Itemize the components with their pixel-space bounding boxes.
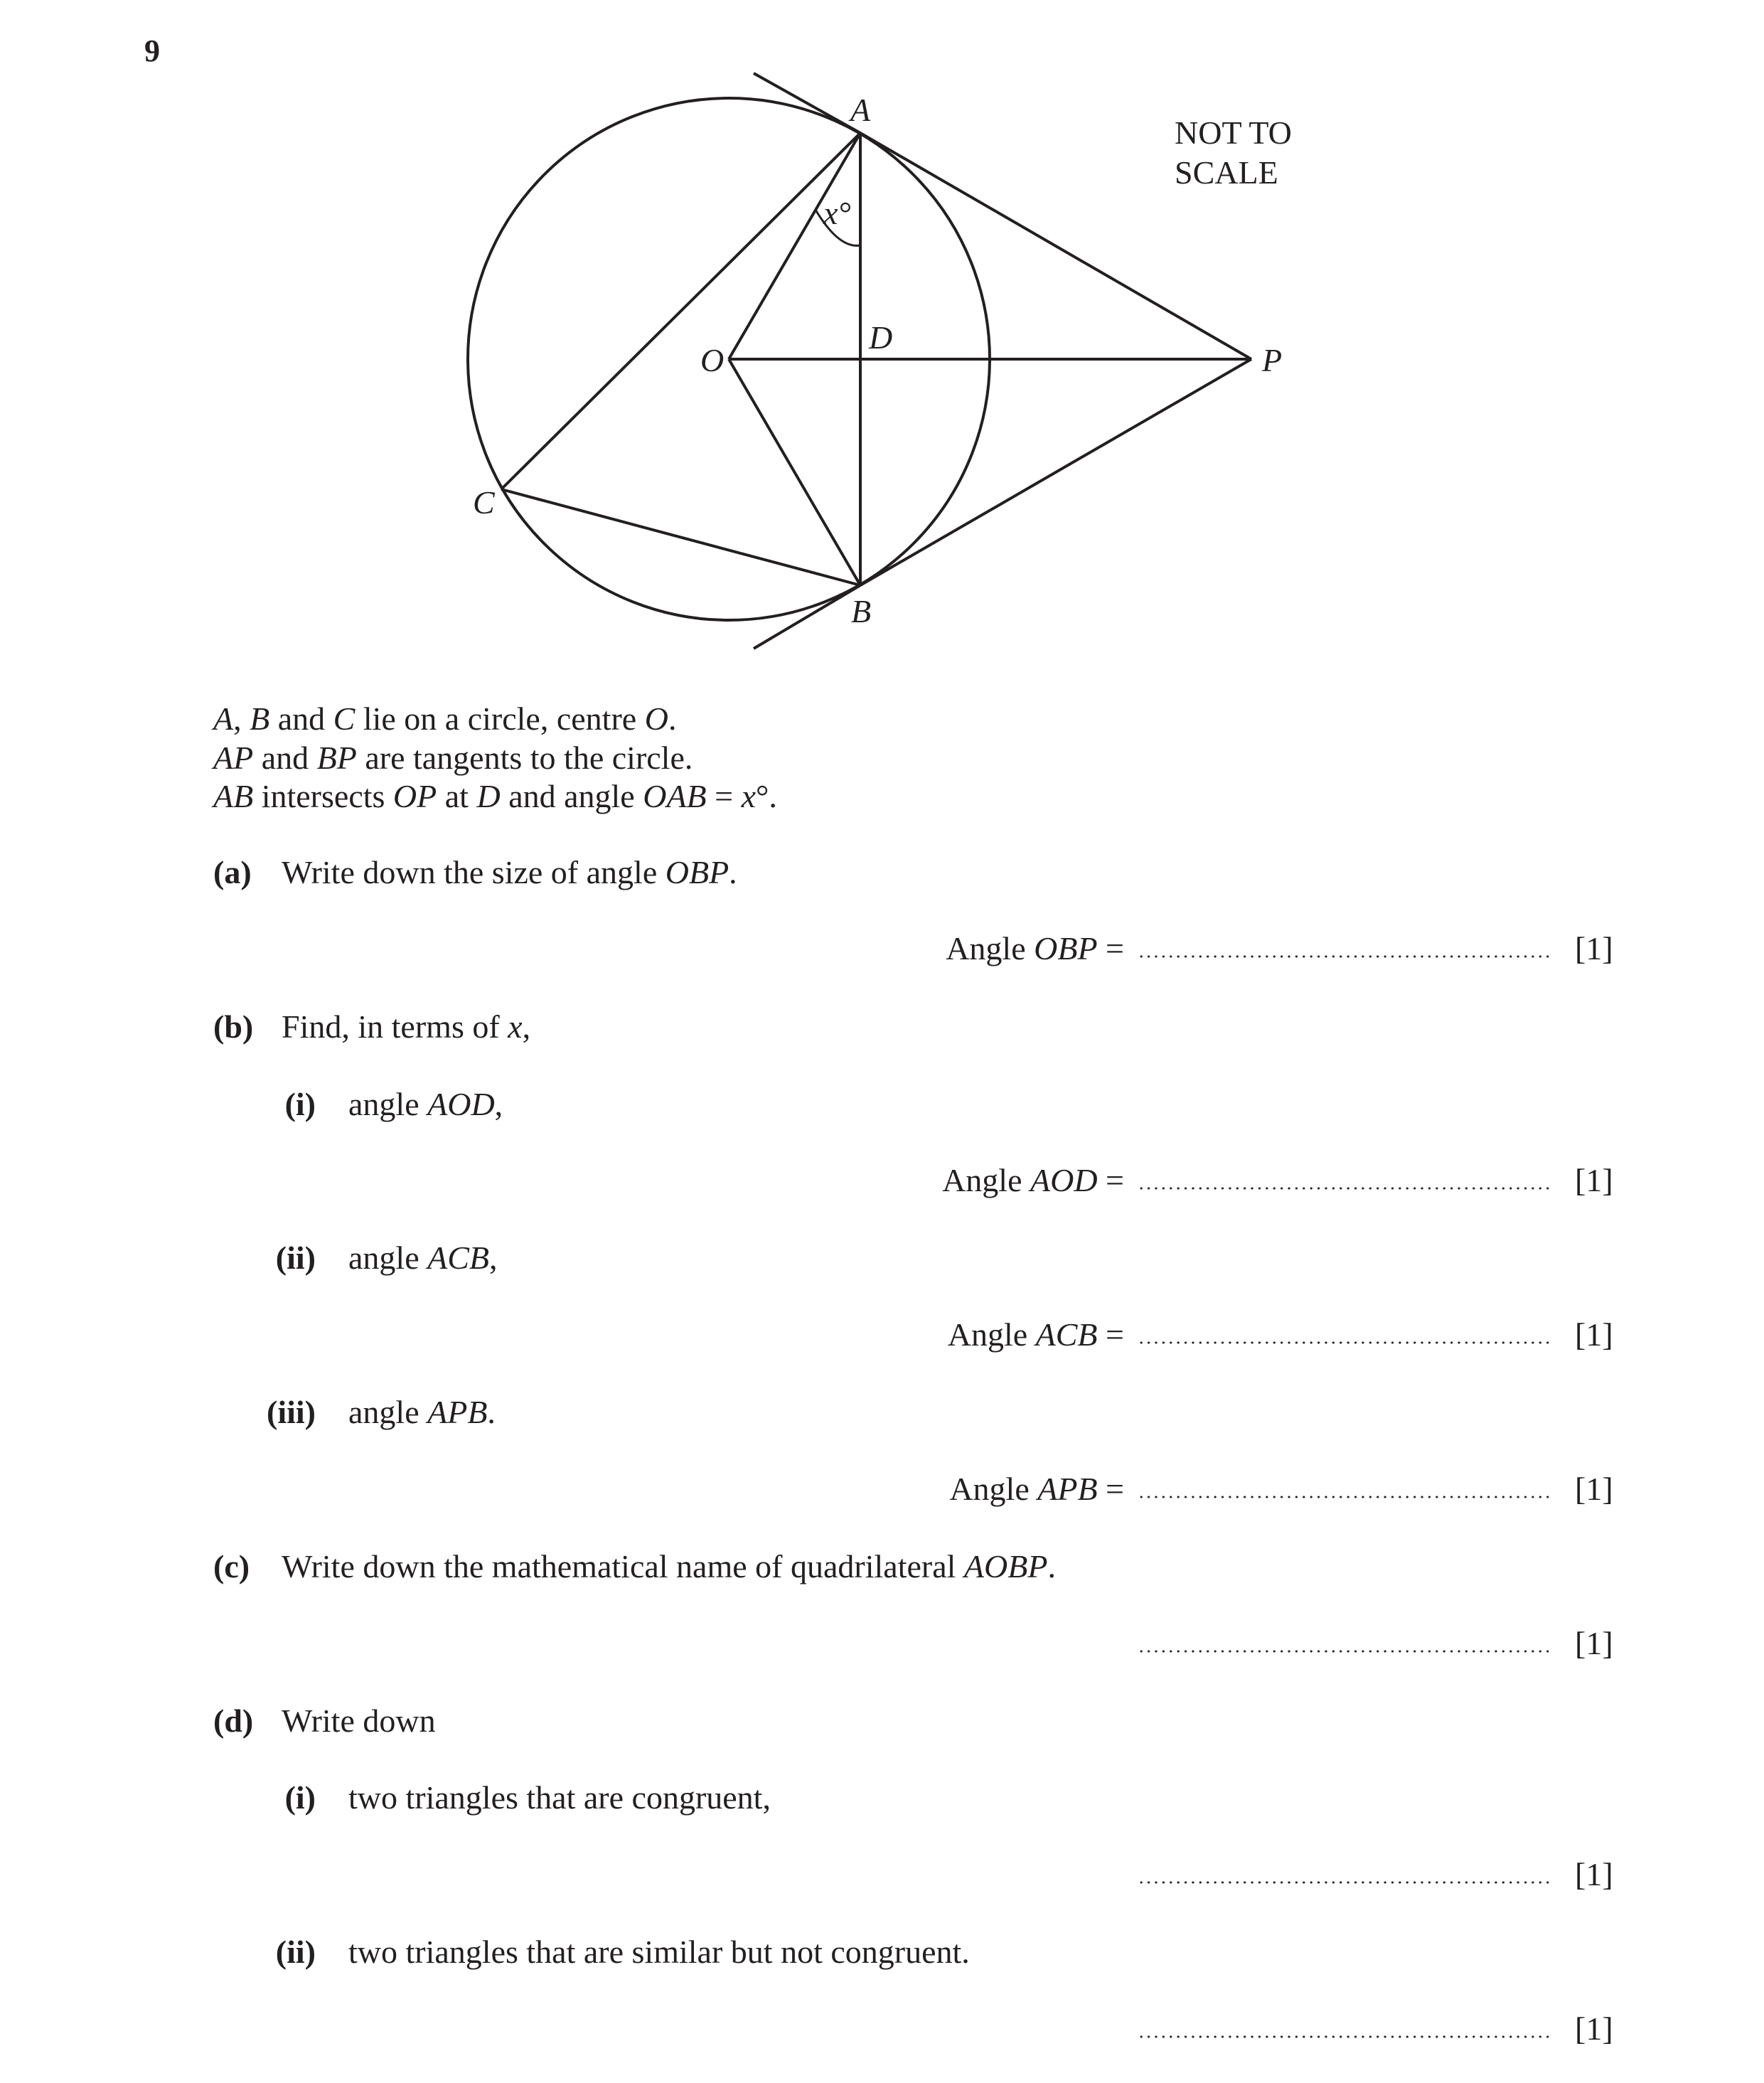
part-b-i-mark: [1]: [1575, 1162, 1613, 1198]
question-number: 9: [144, 33, 160, 68]
label-o: O: [700, 342, 725, 378]
part-b-iii-answer-label: Angle APB =: [949, 1471, 1124, 1507]
part-c-answer-line[interactable]: [1138, 1650, 1550, 1653]
label-angle-x: x°: [823, 195, 851, 231]
chord-ca: [501, 133, 860, 489]
part-b-ii-label: (ii): [275, 1240, 316, 1276]
part-a-answer-label: Angle OBP =: [946, 930, 1124, 966]
part-b-i-answer-label: Angle AOD =: [942, 1162, 1124, 1198]
part-a-label: (a): [213, 854, 252, 890]
part-d-i-label: (i): [284, 1779, 316, 1816]
part-b-ii-mark: [1]: [1575, 1316, 1613, 1353]
label-p: P: [1262, 342, 1283, 378]
part-d-ii-answer-line[interactable]: [1138, 2035, 1550, 2038]
part-c-question: Write down the mathematical name of quadrilateral AOBP.: [282, 1548, 1056, 1584]
part-b-iii-answer-line[interactable]: [1138, 1496, 1550, 1498]
part-d-i-question: two triangles that are congruent,: [348, 1779, 771, 1816]
intro-line-3: AB intersects OP at D and angle OAB = x°.: [213, 778, 777, 814]
tangent-line-a: [754, 73, 860, 133]
part-d-question: Write down: [282, 1703, 436, 1739]
geometry-diagram: [0, 0, 1764, 683]
tangent-bp: [860, 359, 1251, 585]
radius-oa: [729, 133, 860, 359]
part-c-label: (c): [213, 1548, 250, 1584]
intro-line-1: A, B and C lie on a circle, centre O.: [213, 700, 677, 737]
part-c-mark: [1]: [1575, 1625, 1613, 1661]
part-b-i-answer-line[interactable]: [1138, 1187, 1550, 1190]
not-to-scale-line2: SCALE: [1175, 154, 1278, 191]
part-a-mark: [1]: [1575, 930, 1613, 966]
part-b-question: Find, in terms of x,: [282, 1008, 531, 1045]
part-d-ii-question: two triangles that are similar but not congruent.: [348, 1934, 970, 1970]
part-a-question: Write down the size of angle OBP.: [282, 854, 737, 890]
label-a: A: [850, 92, 871, 128]
part-b-label: (b): [213, 1008, 254, 1045]
part-b-i-label: (i): [284, 1086, 316, 1122]
part-d-label: (d): [213, 1703, 254, 1739]
label-d: D: [869, 319, 893, 356]
radius-ob: [729, 359, 860, 585]
part-b-iii-mark: [1]: [1575, 1471, 1613, 1507]
label-c: C: [473, 484, 495, 521]
part-d-ii-label: (ii): [275, 1934, 316, 1970]
part-b-ii-answer-label: Angle ACB =: [947, 1316, 1124, 1353]
label-b: B: [851, 593, 872, 629]
not-to-scale-line1: NOT TO: [1175, 114, 1292, 151]
part-b-i-question: angle AOD,: [348, 1086, 503, 1122]
part-b-iii-label: (iii): [267, 1394, 316, 1430]
part-d-i-answer-line[interactable]: [1138, 1881, 1550, 1884]
part-d-ii-mark: [1]: [1575, 2010, 1613, 2047]
part-d-i-mark: [1]: [1575, 1856, 1613, 1892]
intro-line-2: AP and BP are tangents to the circle.: [213, 740, 693, 776]
part-b-ii-question: angle ACB,: [348, 1240, 498, 1276]
part-b-iii-question: angle APB.: [348, 1394, 496, 1430]
part-a-answer-line[interactable]: [1138, 955, 1550, 958]
part-b-ii-answer-line[interactable]: [1138, 1341, 1550, 1344]
chord-cb: [501, 489, 860, 585]
